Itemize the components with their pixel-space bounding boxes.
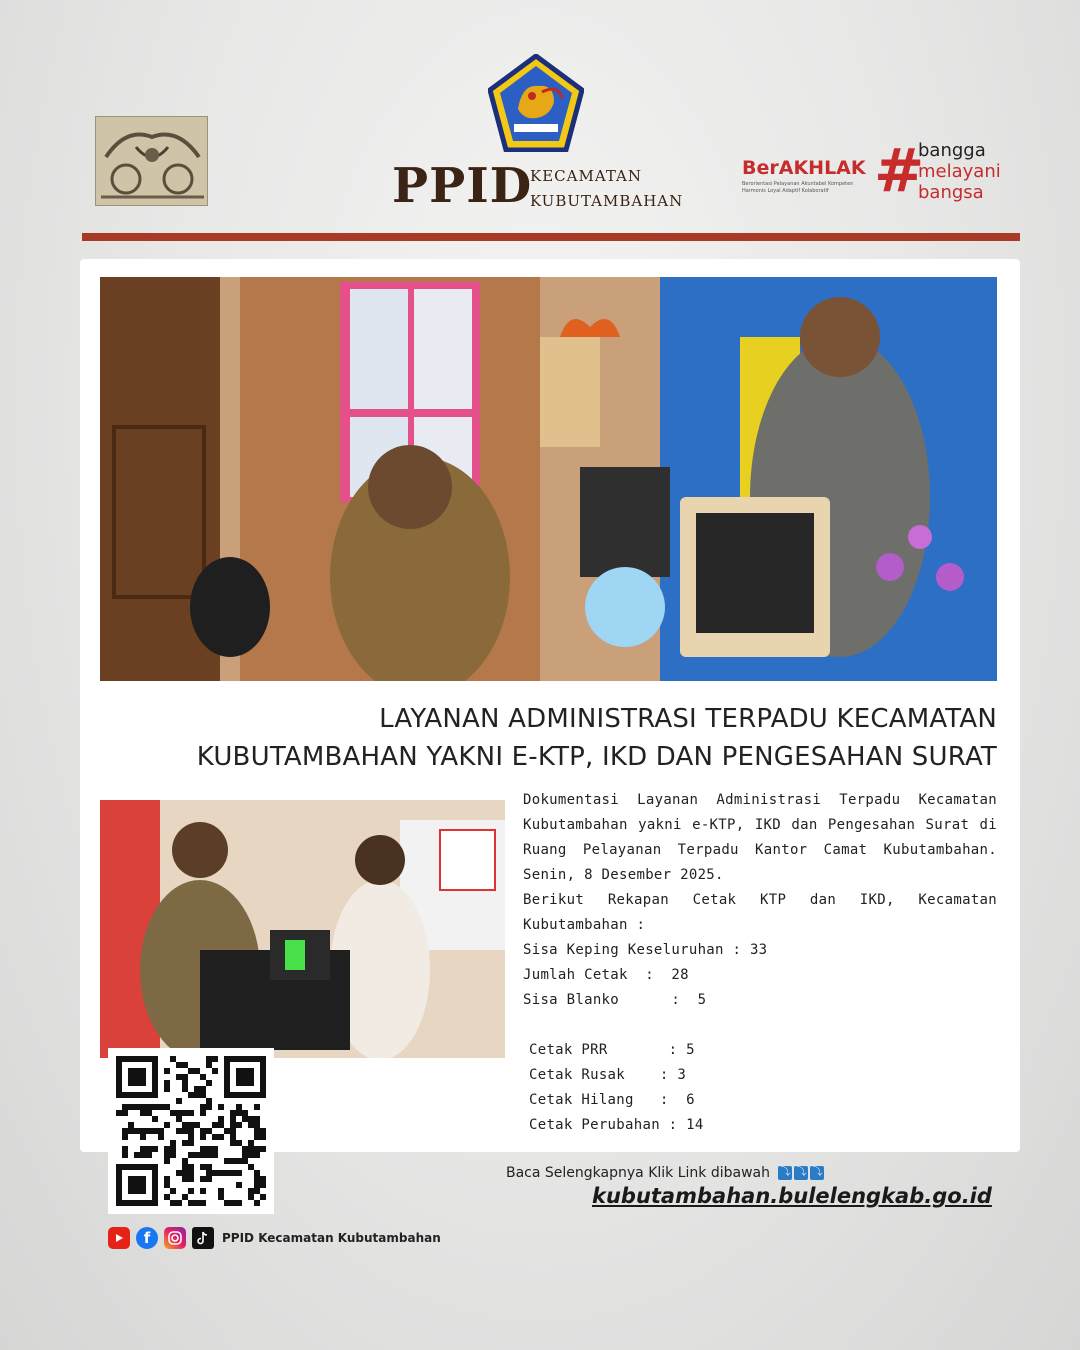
- bangga-line1: bangga: [918, 140, 986, 161]
- berakhlak-logo: [742, 157, 867, 195]
- detail-line: Cetak PRR : 5: [529, 1042, 695, 1058]
- bangga-melayani-bangsa-logo: [874, 138, 1034, 204]
- headline-line2: KUBUTAMBAHAN YAKNI E-KTP, IKD DAN PENGESAHAN SURAT: [196, 742, 997, 772]
- detail-line: Cetak Rusak : 3: [529, 1067, 687, 1083]
- description-paragraph: Dokumentasi Layanan Administrasi Terpadu Kecamatan Kubutambahan yakni e-KTP, IKD dan Pengesahan Surat di Ruang Pelayanan Terpadu Kantor Camat Kubutambahan. Senin, 8 Desember 2025.: [523, 792, 997, 883]
- website-link[interactable]: kubutambahan.bulelengkab.go.id: [592, 1184, 992, 1208]
- header-divider: [82, 233, 1020, 241]
- tiktok-icon[interactable]: [192, 1227, 214, 1249]
- hashtag-symbol: #: [874, 136, 925, 206]
- detail-line: Cetak Hilang : 6: [529, 1092, 695, 1108]
- qr-code[interactable]: [108, 1048, 274, 1214]
- ppid-title: PPID: [392, 158, 533, 214]
- facebook-icon[interactable]: f: [136, 1227, 158, 1249]
- berakhlak-word: BerAKHLAK: [742, 157, 866, 179]
- spacer: [523, 1013, 997, 1038]
- social-media-bar: [108, 1226, 441, 1250]
- bangga-line3: bangsa: [918, 182, 984, 203]
- berakhlak-tagline: Berorientasi Pelayanan Akuntabel Kompeten Harmonis Loyal Adaptif Kolaboratif: [742, 181, 854, 194]
- headline: [100, 700, 997, 776]
- service-photo-main: [100, 277, 997, 681]
- service-photo-secondary: [100, 800, 505, 1058]
- ppid-subtitle: [530, 164, 683, 214]
- bali-relief-emblem: [95, 116, 208, 206]
- stat-line: Jumlah Cetak : 28: [523, 967, 689, 983]
- headline-line1: LAYANAN ADMINISTRASI TERPADU KECAMATAN: [379, 704, 997, 734]
- ppid-subtitle-line1: KECAMATAN: [530, 167, 642, 185]
- detail-line: Cetak Perubahan : 14: [529, 1117, 704, 1133]
- social-handle: PPID Kecamatan Kubutambahan: [222, 1231, 441, 1245]
- stat-line: Sisa Blanko : 5: [523, 992, 707, 1008]
- instagram-icon[interactable]: [164, 1227, 186, 1249]
- read-more-text: [506, 1165, 824, 1181]
- down-arrows-icon: ⤵ ⤵ ⤵: [780, 1167, 823, 1178]
- description: [523, 788, 997, 1138]
- recap-intro: Berikut Rekapan Cetak KTP dan IKD, Kecamatan Kubutambahan :: [523, 892, 997, 933]
- bangga-line2: melayani: [918, 161, 1001, 182]
- stat-line: Sisa Keping Keseluruhan : 33: [523, 942, 768, 958]
- read-more-label: Baca Selengkapnya Klik Link dibawah: [506, 1165, 770, 1181]
- youtube-icon[interactable]: [108, 1227, 130, 1249]
- kabupaten-buleleng-logo: [488, 54, 584, 152]
- ppid-subtitle-line2: KUBUTAMBAHAN: [530, 192, 684, 210]
